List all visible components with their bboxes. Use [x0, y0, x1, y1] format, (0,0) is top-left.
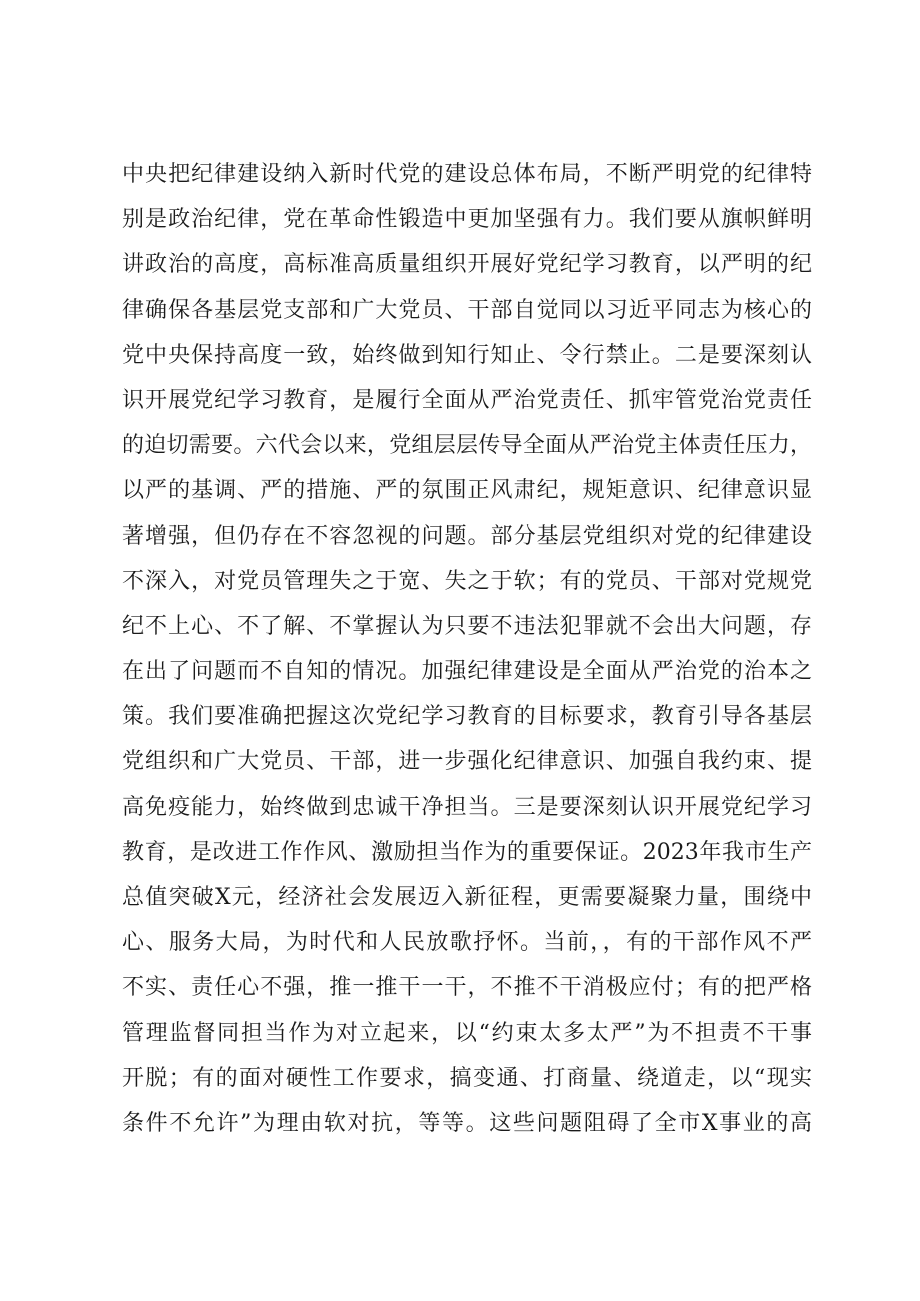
- text-line-9: 著增强，但仍存在不容忽视的问题。部分基层党组织对党的纪律建设: [122, 523, 812, 549]
- text-line-11: 纪不上心、不了解、不掌握认为只要不违法犯罪就不会出大问题，存: [122, 613, 812, 639]
- text-line-10: 不深入，对党员管理失之于宽、失之于软；有的党员、干部对党规党: [122, 568, 812, 594]
- text-line-5: 党中央保持高度一致，始终做到知行知止、令行禁止。二是要深刻认: [122, 342, 812, 368]
- text-line-13: 策。我们要准确把握这次党纪学习教育的目标要求，教育引导各基层: [122, 704, 812, 730]
- text-line-7: 的迫切需要。六代会以来，党组层层传导全面从严治党主体责任压力，: [122, 433, 812, 459]
- text-line-20: 管理监督同担当作为对立起来，以“约束太多太严”为不担责不干事: [122, 1020, 812, 1046]
- text-line-6: 识开展党纪学习教育，是履行全面从严治党责任、抓牢管党治党责任: [122, 387, 812, 413]
- text-line-1: 中央把纪律建设纳入新时代党的建设总体布局，不断严明党的纪律特: [122, 162, 812, 187]
- text-line-2: 别是政治纪律，党在革命性锻造中更加坚强有力。我们要从旗帜鲜明: [122, 207, 812, 233]
- text-line-12: 在出了问题而不自知的情况。加强纪律建设是全面从严治党的治本之: [122, 659, 812, 685]
- text-line-21: 开脱；有的面对硬性工作要求，搞变通、打商量、绕道走，以“现实: [122, 1065, 812, 1091]
- text-line-15: 高免疫能力，始终做到忠诚干净担当。三是要深刻认识开展党纪学习: [122, 794, 812, 820]
- text-line-8: 以严的基调、严的措施、严的氛围正风肃纪，规矩意识、纪律意识显: [122, 478, 812, 504]
- body-paragraph: [122, 152, 812, 1146]
- text-line-18: 心、服务大局，为时代和人民放歌抒怀。当前，，有的干部作风不严: [122, 930, 812, 956]
- text-line-3: 讲政治的高度，高标准高质量组织开展好党纪学习教育，以严明的纪: [122, 252, 812, 278]
- text-line-17: 总值突破X元，经济社会发展迈入新征程，更需要凝聚力量，围绕中: [122, 885, 812, 910]
- text-line-16: 教育，是改进工作作风、激励担当作为的重要保证。2023年我市生产: [122, 839, 812, 865]
- text-line-14: 党组织和广大党员、干部，进一步强化纪律意识、加强自我约束、提: [122, 749, 812, 775]
- text-line-19: 不实、责任心不强，推一推干一干，不推不干消极应付；有的把严格: [122, 975, 812, 1001]
- text-line-22: 条件不允许”为理由软对抗，等等。这些问题阻碍了全市X事业的高: [122, 1110, 812, 1136]
- text-line-4: 律确保各基层党支部和广大党员、干部自觉同以习近平同志为核心的: [122, 297, 812, 323]
